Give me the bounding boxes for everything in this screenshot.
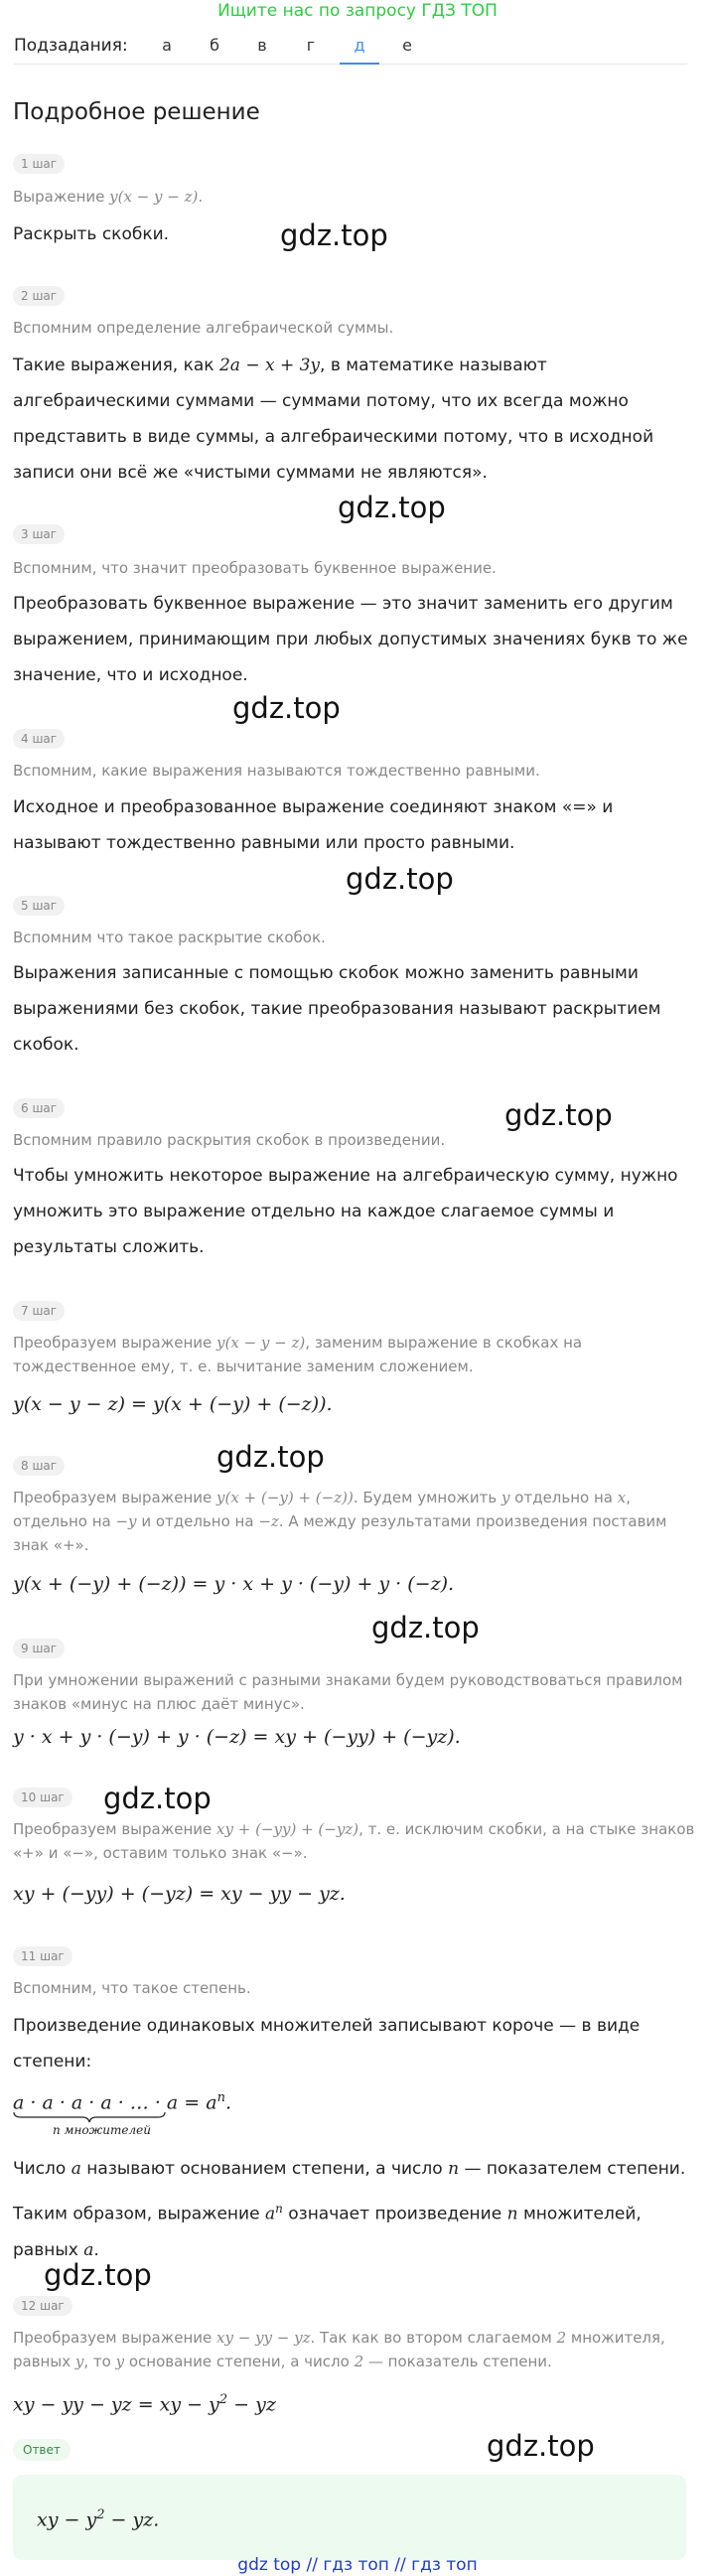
step-1-hint-text: Выражение [13, 188, 105, 206]
step-7-hint [13, 1331, 698, 1378]
step-6-hint: Вспомним правило раскрытия скобок в произведении. [13, 1131, 446, 1149]
step-11-t2-b: называют основанием степени, а число [86, 2159, 443, 2179]
step-12-hint [13, 2326, 698, 2373]
step-10-hint-b: , т. е. исключим скобки, а на стыке знаков «+» и «−», оставим только знак «−». [13, 1820, 695, 1862]
step-8-hint-e: и отдельно на [141, 1512, 254, 1530]
step-8-hint-m4: −y [115, 1512, 137, 1530]
watermark: gdz.top [338, 491, 446, 524]
step-10-formula: xy + (−yy) + (−yz) = xy − yy − yz. [13, 1883, 346, 1905]
step-12-hint-a: Преобразуем выражение [13, 2329, 213, 2347]
step-4-text: Исходное и преобразованное выражение соединяют знаком «=» и называют тождественно равными или просто равными. [13, 797, 614, 853]
step-2-text-a: Такие выражения, как [13, 356, 214, 375]
watermark: gdz.top [487, 2429, 595, 2463]
step-11-t3-m2: n [506, 2204, 518, 2224]
step-12-hint-m5: 2 [354, 2353, 364, 2370]
step-11-t3-m1: a [264, 2204, 276, 2224]
step-5-text: Выражения записанные с помощью скобок можно заменить равными выражениями без скобок, такие преобразования называют раскрытием скобок. [13, 963, 661, 1055]
watermark: gdz.top [280, 218, 388, 252]
step-4-hint: Вспомним, какие выражения называются тождественно равными. [13, 762, 540, 780]
step-badge-8: 8 шаг [13, 1456, 65, 1476]
subtasks-bar [14, 30, 687, 65]
watermark: gdz.top [103, 1782, 212, 1815]
step-badge-2: 2 шаг [13, 286, 65, 306]
step-2-text-b: , в математике называют алгебраическими суммами — суммами потому, что их всегда можно представить в виде суммы, а алгебраическими потому, что в исходной записи они всё же «чистыми суммами не являются». [13, 356, 654, 483]
step-badge-5: 5 шаг [13, 896, 65, 916]
step-3-text: Преобразовать буквенное выражение — это значит заменить его другим выражением, принимающим при любых допустимых значениях букв то же значение, что и исходное. [13, 594, 688, 685]
step-badge-6: 6 шаг [13, 1098, 65, 1118]
tab-v[interactable]: в [257, 36, 267, 55]
step-8-hint-m5: −z [258, 1512, 279, 1530]
step-12-hint-m2: 2 [556, 2329, 567, 2347]
power-exponent: n [216, 2090, 225, 2105]
search-banner[interactable]: Ищите нас по запросу ГДЗ ТОП [217, 1, 498, 21]
answer-box [13, 2475, 686, 2560]
step-badge-12: 12 шаг [13, 2296, 72, 2316]
watermark: gdz.top [504, 1098, 613, 1132]
step-11-t2-m2: n [448, 2159, 460, 2179]
subtasks-label: Подзадания: [14, 36, 128, 56]
step-8-hint-m3: x [617, 1489, 627, 1506]
step-2-hint: Вспомним определение алгебраической суммы. [13, 319, 394, 337]
step-10-hint-a: Преобразуем выражение [13, 1820, 213, 1838]
answer-formula-b: − yz. [104, 2508, 160, 2531]
footer-links[interactable]: gdz top // гдз топ // гдз топ [237, 2555, 478, 2575]
power-dot: . [224, 2091, 231, 2114]
step-11-t3-m3: a [83, 2239, 94, 2260]
step-9-hint: При умножении выражений с разными знаками будем руководствоваться правилом знаков «минус на плюс даёт минус». [13, 1671, 683, 1713]
step-12-hint-m3: y [74, 2353, 84, 2370]
step-8-formula: y(x + (−y) + (−z)) = y · x + y · (−y) + y · (−z). [13, 1573, 455, 1595]
step-3-hint: Вспомним, что значит преобразовать буквенное выражение. [13, 559, 497, 577]
step-11-t3-b: означает произведение [288, 2204, 502, 2224]
step-badge-4: 4 шаг [13, 729, 65, 749]
answer-badge: Ответ [13, 2439, 71, 2461]
step-10-hint-math: xy + (−yy) + (−yz) [216, 1820, 359, 1838]
step-badge-11: 11 шаг [13, 1946, 72, 1966]
step-badge-9: 9 шаг [13, 1639, 65, 1658]
watermark: gdz.top [232, 691, 341, 725]
step-12-formula-sup: 2 [218, 2392, 228, 2407]
step-12-hint-e: основание степени, а число [128, 2353, 350, 2370]
step-1-hint-math: y(x − y − z) [109, 188, 199, 206]
underbrace [13, 2111, 166, 2123]
step-12-formula-a: xy − yy − yz = xy − y [13, 2393, 219, 2416]
step-1-text: Раскрыть скобки. [13, 224, 170, 244]
step-6-text: Чтобы умножить некоторое выражение на алгебраическую сумму, нужно умножить это выражение отдельно на каждое слагаемое суммы и результаты сложить. [13, 1166, 678, 1257]
step-11-text-2 [13, 2151, 698, 2187]
step-12-formula-b: − yz [227, 2393, 276, 2416]
step-1-hint: Выражение y(x − y − z). [13, 188, 204, 206]
step-badge-7: 7 шаг [13, 1301, 65, 1321]
step-7-hint-math: y(x − y − z) [216, 1334, 306, 1352]
answer-formula-a: xy − y [37, 2508, 97, 2531]
step-9-formula: y · x + y · (−y) + y · (−z) = xy + (−yy) + (−yz). [13, 1726, 461, 1748]
step-12-hint-c: множителя, равных [13, 2329, 665, 2370]
step-11-t2-a: Число [13, 2159, 67, 2179]
step-11-text-1: Произведение одинаковых множителей записывают короче — в виде степени: [13, 2016, 641, 2072]
step-11-t3-a: Таким образом, выражение [13, 2204, 260, 2224]
tab-a[interactable]: а [162, 36, 172, 55]
tab-b[interactable]: б [210, 36, 219, 55]
step-7-hint-a: Преобразуем выражение [13, 1334, 213, 1352]
step-8-hint-m2: y [501, 1489, 510, 1506]
step-7-formula: y(x − y − z) = y(x + (−y) + (−z)). [13, 1393, 333, 1415]
power-equals: = a [184, 2091, 217, 2114]
step-11-t3-c: множителей, равных [13, 2204, 642, 2260]
step-badge-10: 10 шаг [13, 1788, 72, 1807]
step-12-formula [13, 2385, 276, 2419]
step-badge-1: 1 шаг [13, 154, 65, 174]
brace-label: n множителей [53, 2123, 151, 2137]
step-11-t3-sup: n [275, 2202, 283, 2216]
step-12-hint-b: . Так как во втором слагаемом [310, 2329, 552, 2347]
tab-g[interactable]: г [306, 36, 316, 55]
step-11-t2-c: — показателем степени. [464, 2159, 686, 2179]
answer-formula-sup: 2 [96, 2507, 105, 2522]
step-8-hint-b: . Будем умножить [353, 1489, 498, 1506]
step-8-hint-d: , отдельно на [13, 1489, 632, 1530]
step-5-hint: Вспомним что такое раскрытие скобок. [13, 929, 326, 946]
watermark: gdz.top [44, 2258, 152, 2292]
step-12-hint-d: , то [83, 2353, 111, 2370]
step-7-hint-b: , заменим выражение в скобках на тождественное ему, т. е. вычитание заменим сложением. [13, 1334, 583, 1375]
solution-heading: Подробное решение [13, 99, 260, 125]
tab-d[interactable]: д [340, 36, 379, 65]
tab-e[interactable]: е [402, 36, 412, 55]
step-11-hint: Вспомним, что такое степень. [13, 1979, 251, 1997]
step-2-math: 2a − x + 3y [218, 356, 321, 375]
watermark: gdz.top [346, 862, 454, 896]
step-8-hint-c: отдельно на [514, 1489, 613, 1506]
step-12-hint-f: — показатель степени. [367, 2353, 552, 2370]
step-12-hint-m4: y [115, 2353, 125, 2370]
step-8-hint-f: . А между результатами произведения поставим знак «+». [13, 1512, 667, 1554]
step-11-t2-m1: a [71, 2159, 81, 2179]
power-product-factors: a · a · a · a · … · a [13, 2091, 179, 2114]
step-12-hint-math: xy − yy − yz [216, 2329, 311, 2347]
step-2-text [13, 348, 698, 491]
step-8-hint-a: Преобразуем выражение [13, 1489, 213, 1506]
step-8-hint [13, 1486, 698, 1557]
step-11-text-3 [13, 2191, 698, 2268]
watermark: gdz.top [371, 1611, 480, 1645]
step-badge-3: 3 шаг [13, 524, 65, 544]
watermark: gdz.top [216, 1440, 325, 1474]
step-10-hint [13, 1817, 698, 1865]
step-8-hint-math: y(x + (−y) + (−z)) [216, 1489, 354, 1506]
answer-formula [37, 2501, 159, 2534]
power-definition [13, 2083, 231, 2137]
step-11-t3-d: . [93, 2239, 99, 2260]
